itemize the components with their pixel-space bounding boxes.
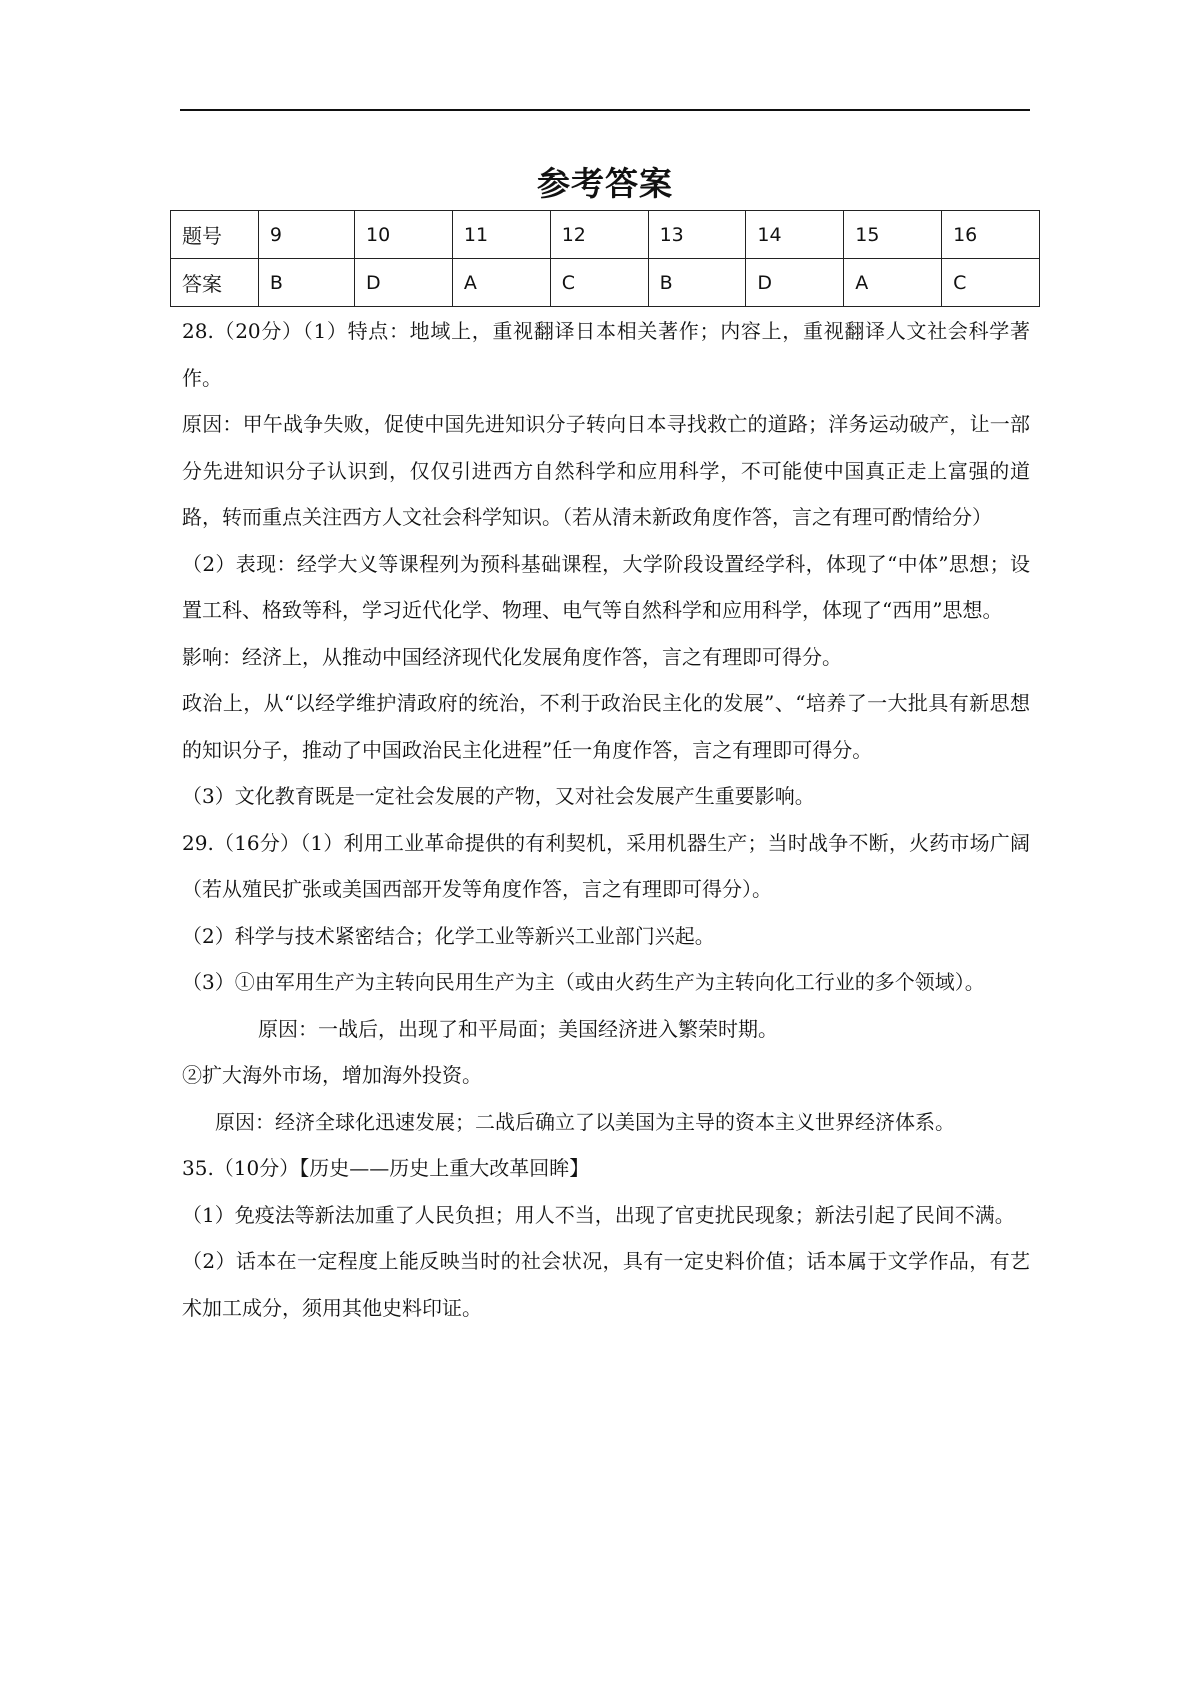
answer-cell: B <box>648 259 746 307</box>
q29-part3-first-reason: 原因：一战后，出现了和平局面；美国经济进入繁荣时期。 <box>258 1016 778 1041</box>
q28-part2-economic-impact: 影响：经济上，从推动中国经济现代化发展角度作答，言之有理即可得分。 <box>182 644 842 669</box>
header-rule <box>180 109 1030 111</box>
answer-row <box>171 259 1040 307</box>
q28-part1-reason: 原因：甲午战争失败，促使中国先进知识分子转向日本寻找救亡的道路；洋务运动破产，让一部分先进知识分子认识到，仅仅引进西方自然科学和应用科学，不可能使中国真正走上富强的道路，转而重点关注西方人文社会科学知识。（若从清未新政角度作答，言之有理可酌情给分） <box>182 412 1030 529</box>
answer-cell: C <box>550 259 648 307</box>
q28-part2-political-impact: 政治上，从“以经学维护清政府的统治，不利于政治民主化的发展”、“培养了一大批具有新思想的知识分子，推动了中国政治民主化进程”任一角度作答，言之有理即可得分。 <box>182 691 1030 762</box>
question-number-cell: 14 <box>746 211 844 259</box>
question-number-row <box>171 211 1040 259</box>
q29-part3-first: （3）①由军用生产为主转向民用生产为主（或由火药生产为主转向化工行业的多个领域）。 <box>182 970 985 994</box>
question-number-cell: 15 <box>844 211 942 259</box>
answer-table <box>170 210 1040 307</box>
q29-part3-second: ②扩大海外市场，增加海外投资。 <box>182 1063 482 1087</box>
page-title: 参考答案 <box>537 164 673 203</box>
answer-cell: D <box>355 259 453 307</box>
question-number-cell: 12 <box>550 211 648 259</box>
q28-part1: 28.（20分）（1）特点：地域上，重视翻译日本相关著作；内容上，重视翻译人文社会科学著作。 <box>182 319 1030 390</box>
q29-part3-second-reason: 原因：经济全球化迅速发展；二战后确立了以美国为主导的资本主义世界经济体系。 <box>215 1109 955 1134</box>
question-number-cell: 13 <box>648 211 746 259</box>
answer-cell: A <box>452 259 550 307</box>
answer-body <box>182 308 1030 1331</box>
q29-part2: （2）科学与技术紧密结合；化学工业等新兴工业部门兴起。 <box>182 923 715 948</box>
row-label-answer: 答案 <box>171 259 259 307</box>
q35-part2: （2）话本在一定程度上能反映当时的社会状况，具有一定史料价值；话本属于文学作品，有艺术加工成分，须用其他史料印证。 <box>182 1249 1030 1320</box>
q28-part2: （2）表现：经学大义等课程列为预科基础课程，大学阶段设置经学科，体现了“中体”思想；设置工科、格致等科，学习近代化学、物理、电气等自然科学和应用科学，体现了“西用”思想。 <box>182 551 1030 622</box>
q35-heading: 35.（10分）【历史——历史上重大改革回眸】 <box>182 1156 590 1180</box>
answer-cell: A <box>844 259 942 307</box>
q29-part1: 29.（16分）（1）利用工业革命提供的有利契机，采用机器生产；当时战争不断，火药市场广阔（若从殖民扩张或美国西部开发等角度作答，言之有理即可得分）。 <box>182 830 1030 901</box>
answer-cell: B <box>258 259 354 307</box>
question-number-cell: 11 <box>452 211 550 259</box>
q28-part3: （3）文化教育既是一定社会发展的产物，又对社会发展产生重要影响。 <box>182 784 815 808</box>
question-number-cell: 16 <box>942 211 1040 259</box>
question-number-cell: 10 <box>355 211 453 259</box>
answer-cell: D <box>746 259 844 307</box>
row-label-question: 题号 <box>171 211 259 259</box>
q35-part1: （1）免疫法等新法加重了人民负担；用人不当，出现了官吏扰民现象；新法引起了民间不满。 <box>182 1202 1015 1227</box>
answer-cell: C <box>942 259 1040 307</box>
question-number-cell: 9 <box>258 211 354 259</box>
